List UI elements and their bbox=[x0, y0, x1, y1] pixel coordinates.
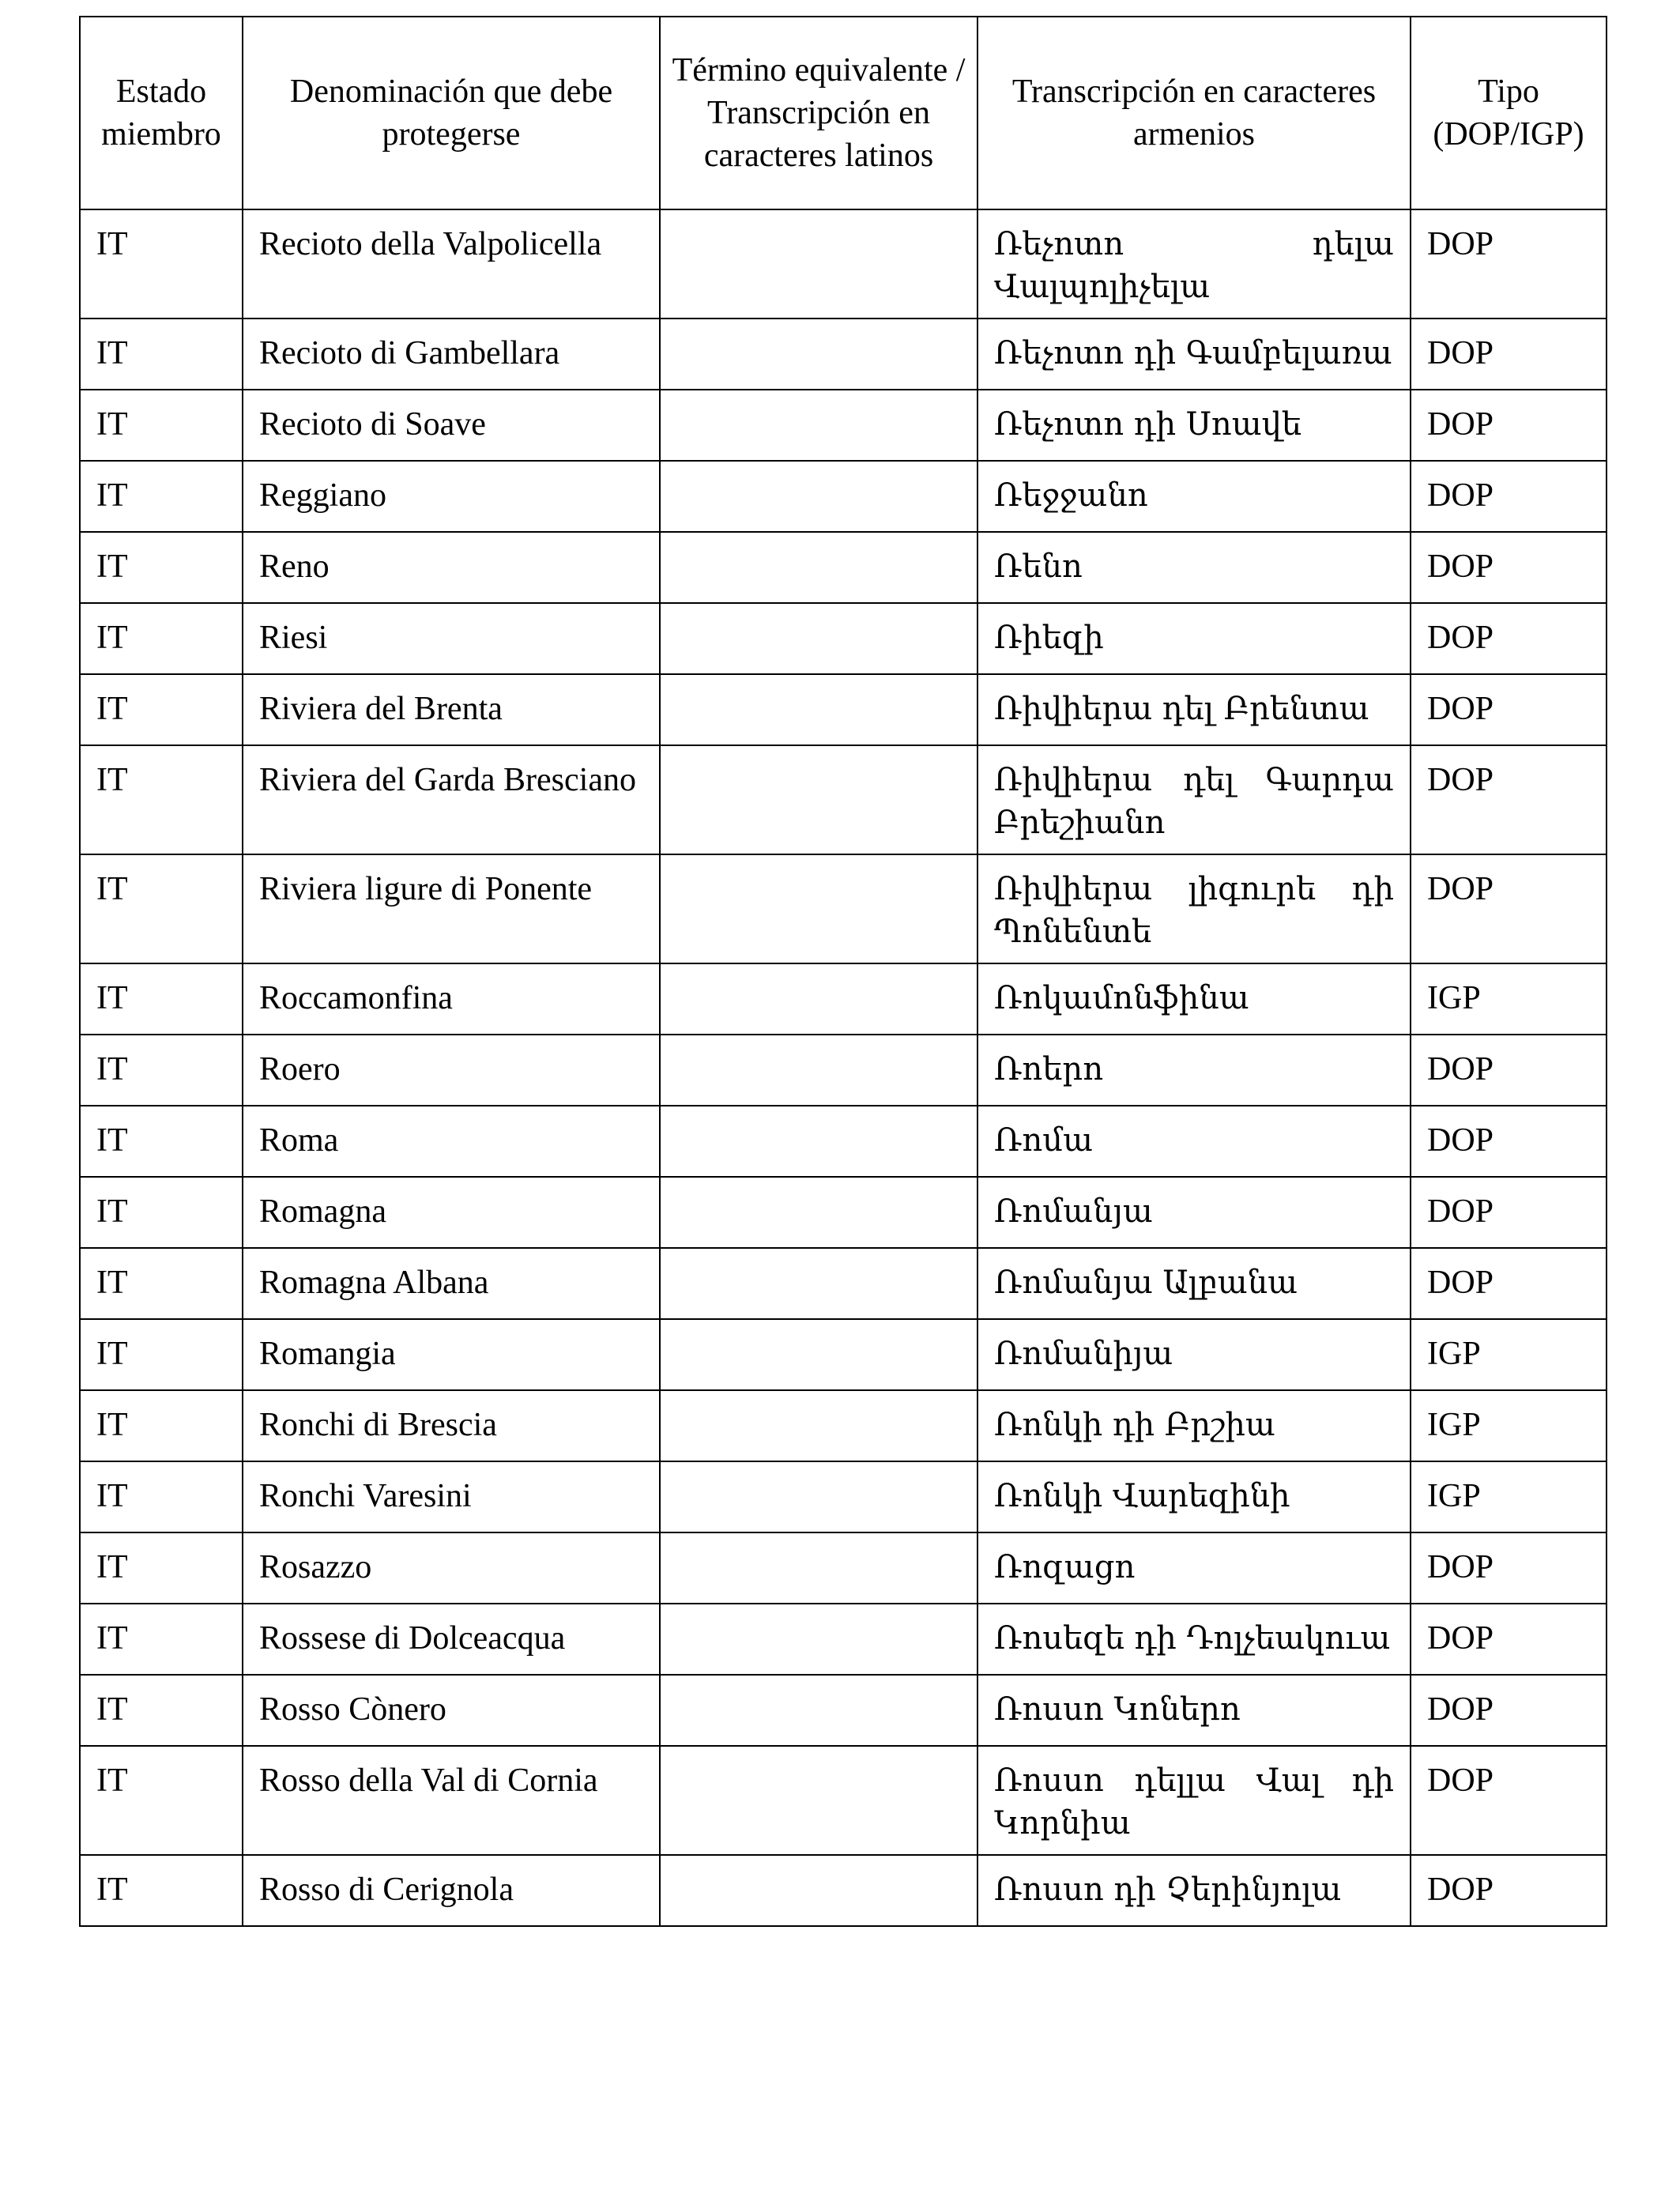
table-row bbox=[80, 319, 1607, 390]
cell-type: IGP bbox=[1411, 1461, 1607, 1532]
cell-denomination: Rosazzo bbox=[243, 1532, 660, 1604]
table-row bbox=[80, 209, 1607, 319]
table-row bbox=[80, 1177, 1607, 1248]
cell-state: IT bbox=[80, 1248, 243, 1319]
cell-armenian: Ռոսսո դելլա Վալ դի Կորնիա bbox=[977, 1746, 1411, 1855]
cell-type: DOP bbox=[1411, 390, 1607, 461]
cell-equivalent bbox=[660, 854, 977, 963]
header-equivalent: Término equivalente / Transcripción en caracteres latinos bbox=[660, 17, 977, 209]
cell-type: IGP bbox=[1411, 1319, 1607, 1390]
cell-state: IT bbox=[80, 1106, 243, 1177]
cell-equivalent bbox=[660, 1035, 977, 1106]
cell-type: DOP bbox=[1411, 532, 1607, 603]
cell-equivalent bbox=[660, 1604, 977, 1675]
cell-armenian: Ռեչոտո դի Սոավե bbox=[977, 390, 1411, 461]
cell-type: DOP bbox=[1411, 674, 1607, 745]
cell-denomination: Rossese di Dolceacqua bbox=[243, 1604, 660, 1675]
table-row bbox=[80, 963, 1607, 1035]
cell-equivalent bbox=[660, 390, 977, 461]
cell-state: IT bbox=[80, 745, 243, 854]
cell-equivalent bbox=[660, 1532, 977, 1604]
cell-armenian: Ռոսսո Կոներո bbox=[977, 1675, 1411, 1746]
table-row bbox=[80, 1390, 1607, 1461]
table-row bbox=[80, 603, 1607, 674]
header-state: Estado miembro bbox=[80, 17, 243, 209]
cell-equivalent bbox=[660, 1177, 977, 1248]
cell-denomination: Roccamonfina bbox=[243, 963, 660, 1035]
table-row bbox=[80, 532, 1607, 603]
cell-armenian: Ռիվիերա դել Բրենտա bbox=[977, 674, 1411, 745]
table-row bbox=[80, 1248, 1607, 1319]
cell-state: IT bbox=[80, 319, 243, 390]
cell-armenian: Ռոերո bbox=[977, 1035, 1411, 1106]
cell-equivalent bbox=[660, 1106, 977, 1177]
cell-denomination: Recioto di Soave bbox=[243, 390, 660, 461]
cell-armenian: Ռիեզի bbox=[977, 603, 1411, 674]
cell-equivalent bbox=[660, 1319, 977, 1390]
cell-denomination: Riviera del Garda Bresciano bbox=[243, 745, 660, 854]
cell-equivalent bbox=[660, 963, 977, 1035]
header-denomination: Denominación que debe protegerse bbox=[243, 17, 660, 209]
cell-armenian: Ռոնկի դի Բրշիա bbox=[977, 1390, 1411, 1461]
cell-denomination: Rosso della Val di Cornia bbox=[243, 1746, 660, 1855]
cell-state: IT bbox=[80, 1532, 243, 1604]
cell-equivalent bbox=[660, 1746, 977, 1855]
cell-type: IGP bbox=[1411, 1390, 1607, 1461]
cell-armenian: Ռոկամոնֆինա bbox=[977, 963, 1411, 1035]
table-row bbox=[80, 745, 1607, 854]
cell-denomination: Recioto della Valpolicella bbox=[243, 209, 660, 319]
cell-equivalent bbox=[660, 461, 977, 532]
cell-armenian: Ռեջջանո bbox=[977, 461, 1411, 532]
cell-state: IT bbox=[80, 209, 243, 319]
header-armenian: Transcripción en caracteres armenios bbox=[977, 17, 1411, 209]
cell-type: DOP bbox=[1411, 854, 1607, 963]
cell-denomination: Riesi bbox=[243, 603, 660, 674]
table-row bbox=[80, 1319, 1607, 1390]
cell-type: DOP bbox=[1411, 461, 1607, 532]
cell-state: IT bbox=[80, 1855, 243, 1926]
cell-type: DOP bbox=[1411, 1746, 1607, 1855]
cell-armenian: Ռոմանիյա bbox=[977, 1319, 1411, 1390]
table-row bbox=[80, 674, 1607, 745]
table-row bbox=[80, 1461, 1607, 1532]
cell-equivalent bbox=[660, 1248, 977, 1319]
cell-state: IT bbox=[80, 674, 243, 745]
cell-equivalent bbox=[660, 1855, 977, 1926]
cell-denomination: Rosso Cònero bbox=[243, 1675, 660, 1746]
cell-state: IT bbox=[80, 1746, 243, 1855]
cell-state: IT bbox=[80, 1390, 243, 1461]
cell-equivalent bbox=[660, 745, 977, 854]
cell-state: IT bbox=[80, 532, 243, 603]
cell-type: DOP bbox=[1411, 1675, 1607, 1746]
cell-armenian: Ռոնկի Վարեզինի bbox=[977, 1461, 1411, 1532]
cell-type: IGP bbox=[1411, 963, 1607, 1035]
table-row bbox=[80, 1604, 1607, 1675]
cell-armenian: Ռոսսո դի Չերինյոլա bbox=[977, 1855, 1411, 1926]
header-type: Tipo (DOP/IGP) bbox=[1411, 17, 1607, 209]
cell-equivalent bbox=[660, 1461, 977, 1532]
cell-armenian: Ռոմանյա Ալբանա bbox=[977, 1248, 1411, 1319]
cell-denomination: Reno bbox=[243, 532, 660, 603]
cell-state: IT bbox=[80, 1319, 243, 1390]
table-row bbox=[80, 1035, 1607, 1106]
cell-denomination: Romagna Albana bbox=[243, 1248, 660, 1319]
cell-denomination: Riviera ligure di Ponente bbox=[243, 854, 660, 963]
table-row bbox=[80, 1746, 1607, 1855]
table-row bbox=[80, 854, 1607, 963]
cell-type: DOP bbox=[1411, 1532, 1607, 1604]
cell-denomination: Roero bbox=[243, 1035, 660, 1106]
denominations-table bbox=[79, 16, 1607, 1927]
cell-armenian: Ռեչոտո դելա Վալպոլիչելա bbox=[977, 209, 1411, 319]
cell-state: IT bbox=[80, 1035, 243, 1106]
cell-type: DOP bbox=[1411, 745, 1607, 854]
cell-equivalent bbox=[660, 1675, 977, 1746]
cell-denomination: Romangia bbox=[243, 1319, 660, 1390]
cell-armenian: Ռենո bbox=[977, 532, 1411, 603]
table-row bbox=[80, 1855, 1607, 1926]
cell-type: DOP bbox=[1411, 1177, 1607, 1248]
table-row bbox=[80, 390, 1607, 461]
table-row bbox=[80, 1106, 1607, 1177]
cell-armenian: Ռոսեզե դի Դոլչեակուա bbox=[977, 1604, 1411, 1675]
cell-equivalent bbox=[660, 674, 977, 745]
cell-armenian: Ռոմանյա bbox=[977, 1177, 1411, 1248]
cell-denomination: Rosso di Cerignola bbox=[243, 1855, 660, 1926]
cell-equivalent bbox=[660, 209, 977, 319]
cell-equivalent bbox=[660, 1390, 977, 1461]
cell-armenian: Ռիվիերա լիգուրե դի Պոնենտե bbox=[977, 854, 1411, 963]
table-row bbox=[80, 1532, 1607, 1604]
cell-state: IT bbox=[80, 1604, 243, 1675]
cell-equivalent bbox=[660, 603, 977, 674]
cell-armenian: Ռեչոտո դի Գամբելառա bbox=[977, 319, 1411, 390]
document-page bbox=[79, 16, 1606, 1927]
cell-state: IT bbox=[80, 603, 243, 674]
cell-denomination: Riviera del Brenta bbox=[243, 674, 660, 745]
cell-type: DOP bbox=[1411, 1248, 1607, 1319]
cell-state: IT bbox=[80, 1461, 243, 1532]
cell-type: DOP bbox=[1411, 1604, 1607, 1675]
cell-type: DOP bbox=[1411, 1106, 1607, 1177]
cell-state: IT bbox=[80, 963, 243, 1035]
table-row bbox=[80, 461, 1607, 532]
cell-state: IT bbox=[80, 1675, 243, 1746]
cell-state: IT bbox=[80, 461, 243, 532]
cell-state: IT bbox=[80, 1177, 243, 1248]
cell-denomination: Romagna bbox=[243, 1177, 660, 1248]
cell-equivalent bbox=[660, 532, 977, 603]
cell-type: DOP bbox=[1411, 1855, 1607, 1926]
table-header-row bbox=[80, 17, 1607, 209]
cell-equivalent bbox=[660, 319, 977, 390]
cell-armenian: Ռիվիերա դել Գարդա Բրեշիանո bbox=[977, 745, 1411, 854]
cell-type: DOP bbox=[1411, 603, 1607, 674]
cell-type: DOP bbox=[1411, 209, 1607, 319]
cell-denomination: Reggiano bbox=[243, 461, 660, 532]
cell-denomination: Recioto di Gambellara bbox=[243, 319, 660, 390]
cell-denomination: Roma bbox=[243, 1106, 660, 1177]
cell-denomination: Ronchi Varesini bbox=[243, 1461, 660, 1532]
cell-type: DOP bbox=[1411, 319, 1607, 390]
cell-armenian: Ռոմա bbox=[977, 1106, 1411, 1177]
cell-denomination: Ronchi di Brescia bbox=[243, 1390, 660, 1461]
cell-state: IT bbox=[80, 854, 243, 963]
cell-armenian: Ռոզացո bbox=[977, 1532, 1411, 1604]
cell-state: IT bbox=[80, 390, 243, 461]
cell-type: DOP bbox=[1411, 1035, 1607, 1106]
table-row bbox=[80, 1675, 1607, 1746]
